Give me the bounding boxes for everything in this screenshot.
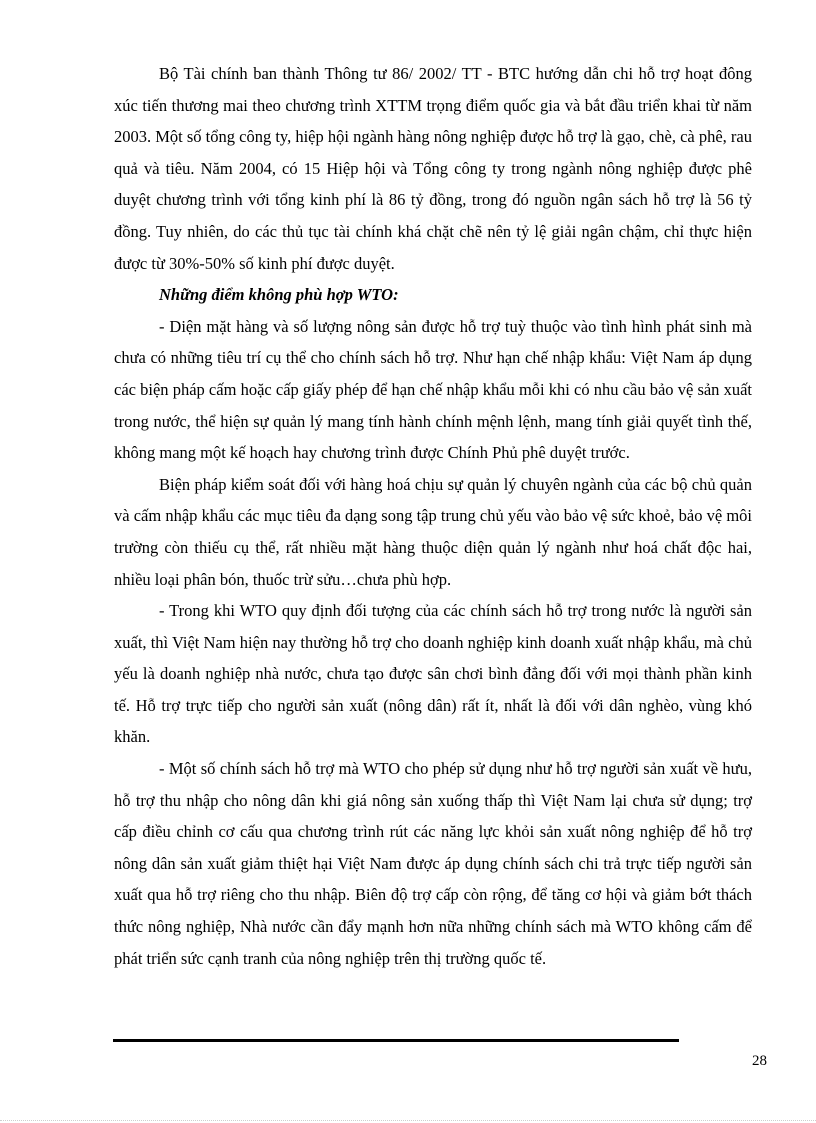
paragraph-allowed-policies: - Một số chính sách hỗ trợ mà WTO cho phép sử dụng như hỗ trợ người sản xuất về hưu, hỗ trợ thu nhập cho nông dân khi giá nông sản xuống thấp thì Việt Nam lại chưa sử dụng; trợ cấp điều chỉnh cơ cấu qua chương trình rút các năng lực khỏi sản xuất nông nghiệp để hỗ trợ nông dân sản xuất giảm thiệt hại Việt Nam được áp dụng chính sách chi trả trực tiếp người sản xuất qua hỗ trợ riêng cho thu nhập. Biên độ trợ cấp còn rộng, để tăng cơ hội và giảm bớt thách thức nông nghiệp, Nhà nước cần đẩy mạnh hơn nữa những chính sách mà WTO không cấm để phát triển sức cạnh tranh của nông nghiệp trên thị trường quốc tế.: [114, 759, 752, 968]
section-heading-wto-inconsistencies: Những điểm không phù hợp WTO:: [159, 285, 399, 305]
paragraph-control-measures: Biện pháp kiểm soát đối với hàng hoá chịu sự quản lý chuyên ngành của các bộ chủ quản và cấm nhập khẩu các mục tiêu đa dạng song tập trung chủ yếu vào bảo vệ sức khoẻ, bảo vệ môi trường còn thiếu cụ thể, rất nhiều mặt hàng thuộc diện quản lý ngành như hoá chất độc hai, nhiều loại phân bón, thuốc trừ sửu…chưa phù hợp.: [114, 474, 752, 589]
page-body: [114, 58, 752, 974]
page-edge-divider: [0, 1120, 816, 1121]
paragraph-product-scope: - Diện mặt hàng và số lượng nông sản được hỗ trợ tuỳ thuộc vào tình hình phát sinh mà chưa có những tiêu trí cụ thể cho chính sách hỗ trợ. Như hạn chế nhập khẩu: Việt Nam áp dụng các biện pháp cấm hoặc cấp giấy phép để hạn chế nhập khẩu mỗi khi có nhu cầu bảo vệ sản xuất trong nước, thể hiện sự quản lý mang tính hành chính mệnh lệnh, mang tính giải quyết tình thế, không mang một kế hoạch hay chương trình được Chính Phủ phê duyệt trước.: [114, 316, 752, 463]
footer-divider: [113, 1039, 679, 1042]
paragraph-budget-support: Bộ Tài chính ban thành Thông tư 86/ 2002/ TT - BTC hướng dẫn chi hỗ trợ hoạt đông xúc tiến thương mai theo chương trình XTTM trọng điểm quốc gia và bắt đầu triển khai từ năm 2003. Một số tổng công ty, hiệp hội ngành hàng nông nghiệp được hỗ trợ là gạo, chè, cà phê, rau quả và tiêu. Năm 2004, có 15 Hiệp hội và Tổng công ty trong ngành nông nghiệp được phê duyệt chương trình với tổng kinh phí là 86 tỷ đồng, trong đó nguồn ngân sách hỗ trợ là 56 tỷ đồng. Tuy nhiên, do các thủ tục tài chính khá chặt chẽ nên tỷ lệ giải ngân chậm, chỉ thực hiện được từ 30%-50% số kinh phí được duyệt.: [114, 64, 752, 273]
page-number: 28: [752, 1053, 767, 1069]
paragraph-support-target: - Trong khi WTO quy định đối tượng của các chính sách hỗ trợ trong nước là người sản xuất, thì Việt Nam hiện nay thường hỗ trợ cho doanh nghiệp kinh doanh xuất nhập khẩu, mà chủ yếu là doanh nghiệp nhà nước, chưa tạo được sân chơi bình đẳng đối với mọi thành phần kinh tế. Hỗ trợ trực tiếp cho người sản xuất (nông dân) rất ít, nhất là đối với dân nghèo, vùng khó khăn.: [114, 601, 752, 747]
